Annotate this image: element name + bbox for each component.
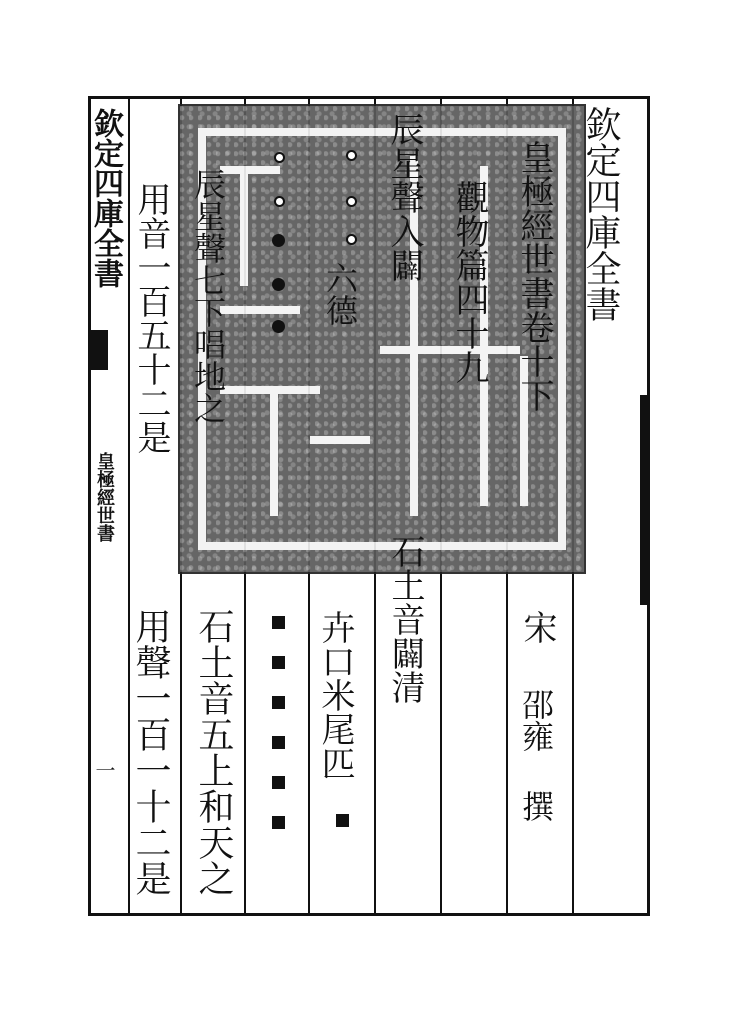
- seal-glyph-stroke: [240, 166, 248, 286]
- book-title: 皇極經世書卷十下: [514, 140, 554, 412]
- margin-book-title: 皇極經世書: [94, 452, 115, 542]
- seal-glyph-stroke: [220, 166, 280, 174]
- hollow-circle-marker: [346, 234, 357, 245]
- filled-circle-marker: [272, 320, 285, 333]
- filled-square-marker: [272, 696, 285, 709]
- use-line-1: 用音一百五十二是: [131, 182, 171, 454]
- right-edge-bar: [640, 395, 648, 605]
- filled-square-marker: [272, 776, 285, 789]
- filled-square-marker: [272, 656, 285, 669]
- hollow-circle-marker: [346, 196, 357, 207]
- seal-glyph-stroke: [270, 386, 278, 516]
- filled-circle-marker: [272, 234, 285, 247]
- phonetic-line: 卉口米尾匹: [315, 610, 355, 780]
- author-dynasty: 宋: [517, 610, 557, 644]
- use-line-2: 石土音五上和天之: [193, 608, 234, 896]
- use-line-3: 用聲一百一十二是: [130, 608, 171, 896]
- filled-square-marker: [336, 814, 349, 827]
- sub-heading: 辰星聲七下唱地之: [189, 168, 227, 424]
- margin-page-number: 一: [92, 760, 116, 780]
- hollow-circle-marker: [274, 196, 285, 207]
- filled-square-marker: [272, 736, 285, 749]
- author-role: 撰: [517, 790, 555, 822]
- section-title: 辰星聲入闢: [384, 112, 424, 282]
- filled-circle-marker: [272, 278, 285, 291]
- margin-fishtail-mark: [90, 330, 108, 370]
- seal-border: [198, 128, 566, 550]
- sub-heading-2: 六德: [321, 262, 359, 326]
- filled-square-marker: [272, 616, 285, 629]
- chapter-title: 觀物篇四十九: [449, 180, 489, 384]
- filled-square-marker: [272, 816, 285, 829]
- author-name: 邵雍: [517, 688, 555, 752]
- section-line-2: 石土音闢清: [385, 534, 425, 704]
- hollow-circle-marker: [346, 150, 357, 161]
- seal-glyph-stroke: [220, 306, 300, 314]
- hollow-circle-marker: [274, 152, 285, 163]
- seal-glyph-stroke: [310, 436, 370, 444]
- margin-library-title: 欽定四庫全書: [88, 108, 123, 288]
- header-title: 欽定四庫全書: [580, 106, 621, 322]
